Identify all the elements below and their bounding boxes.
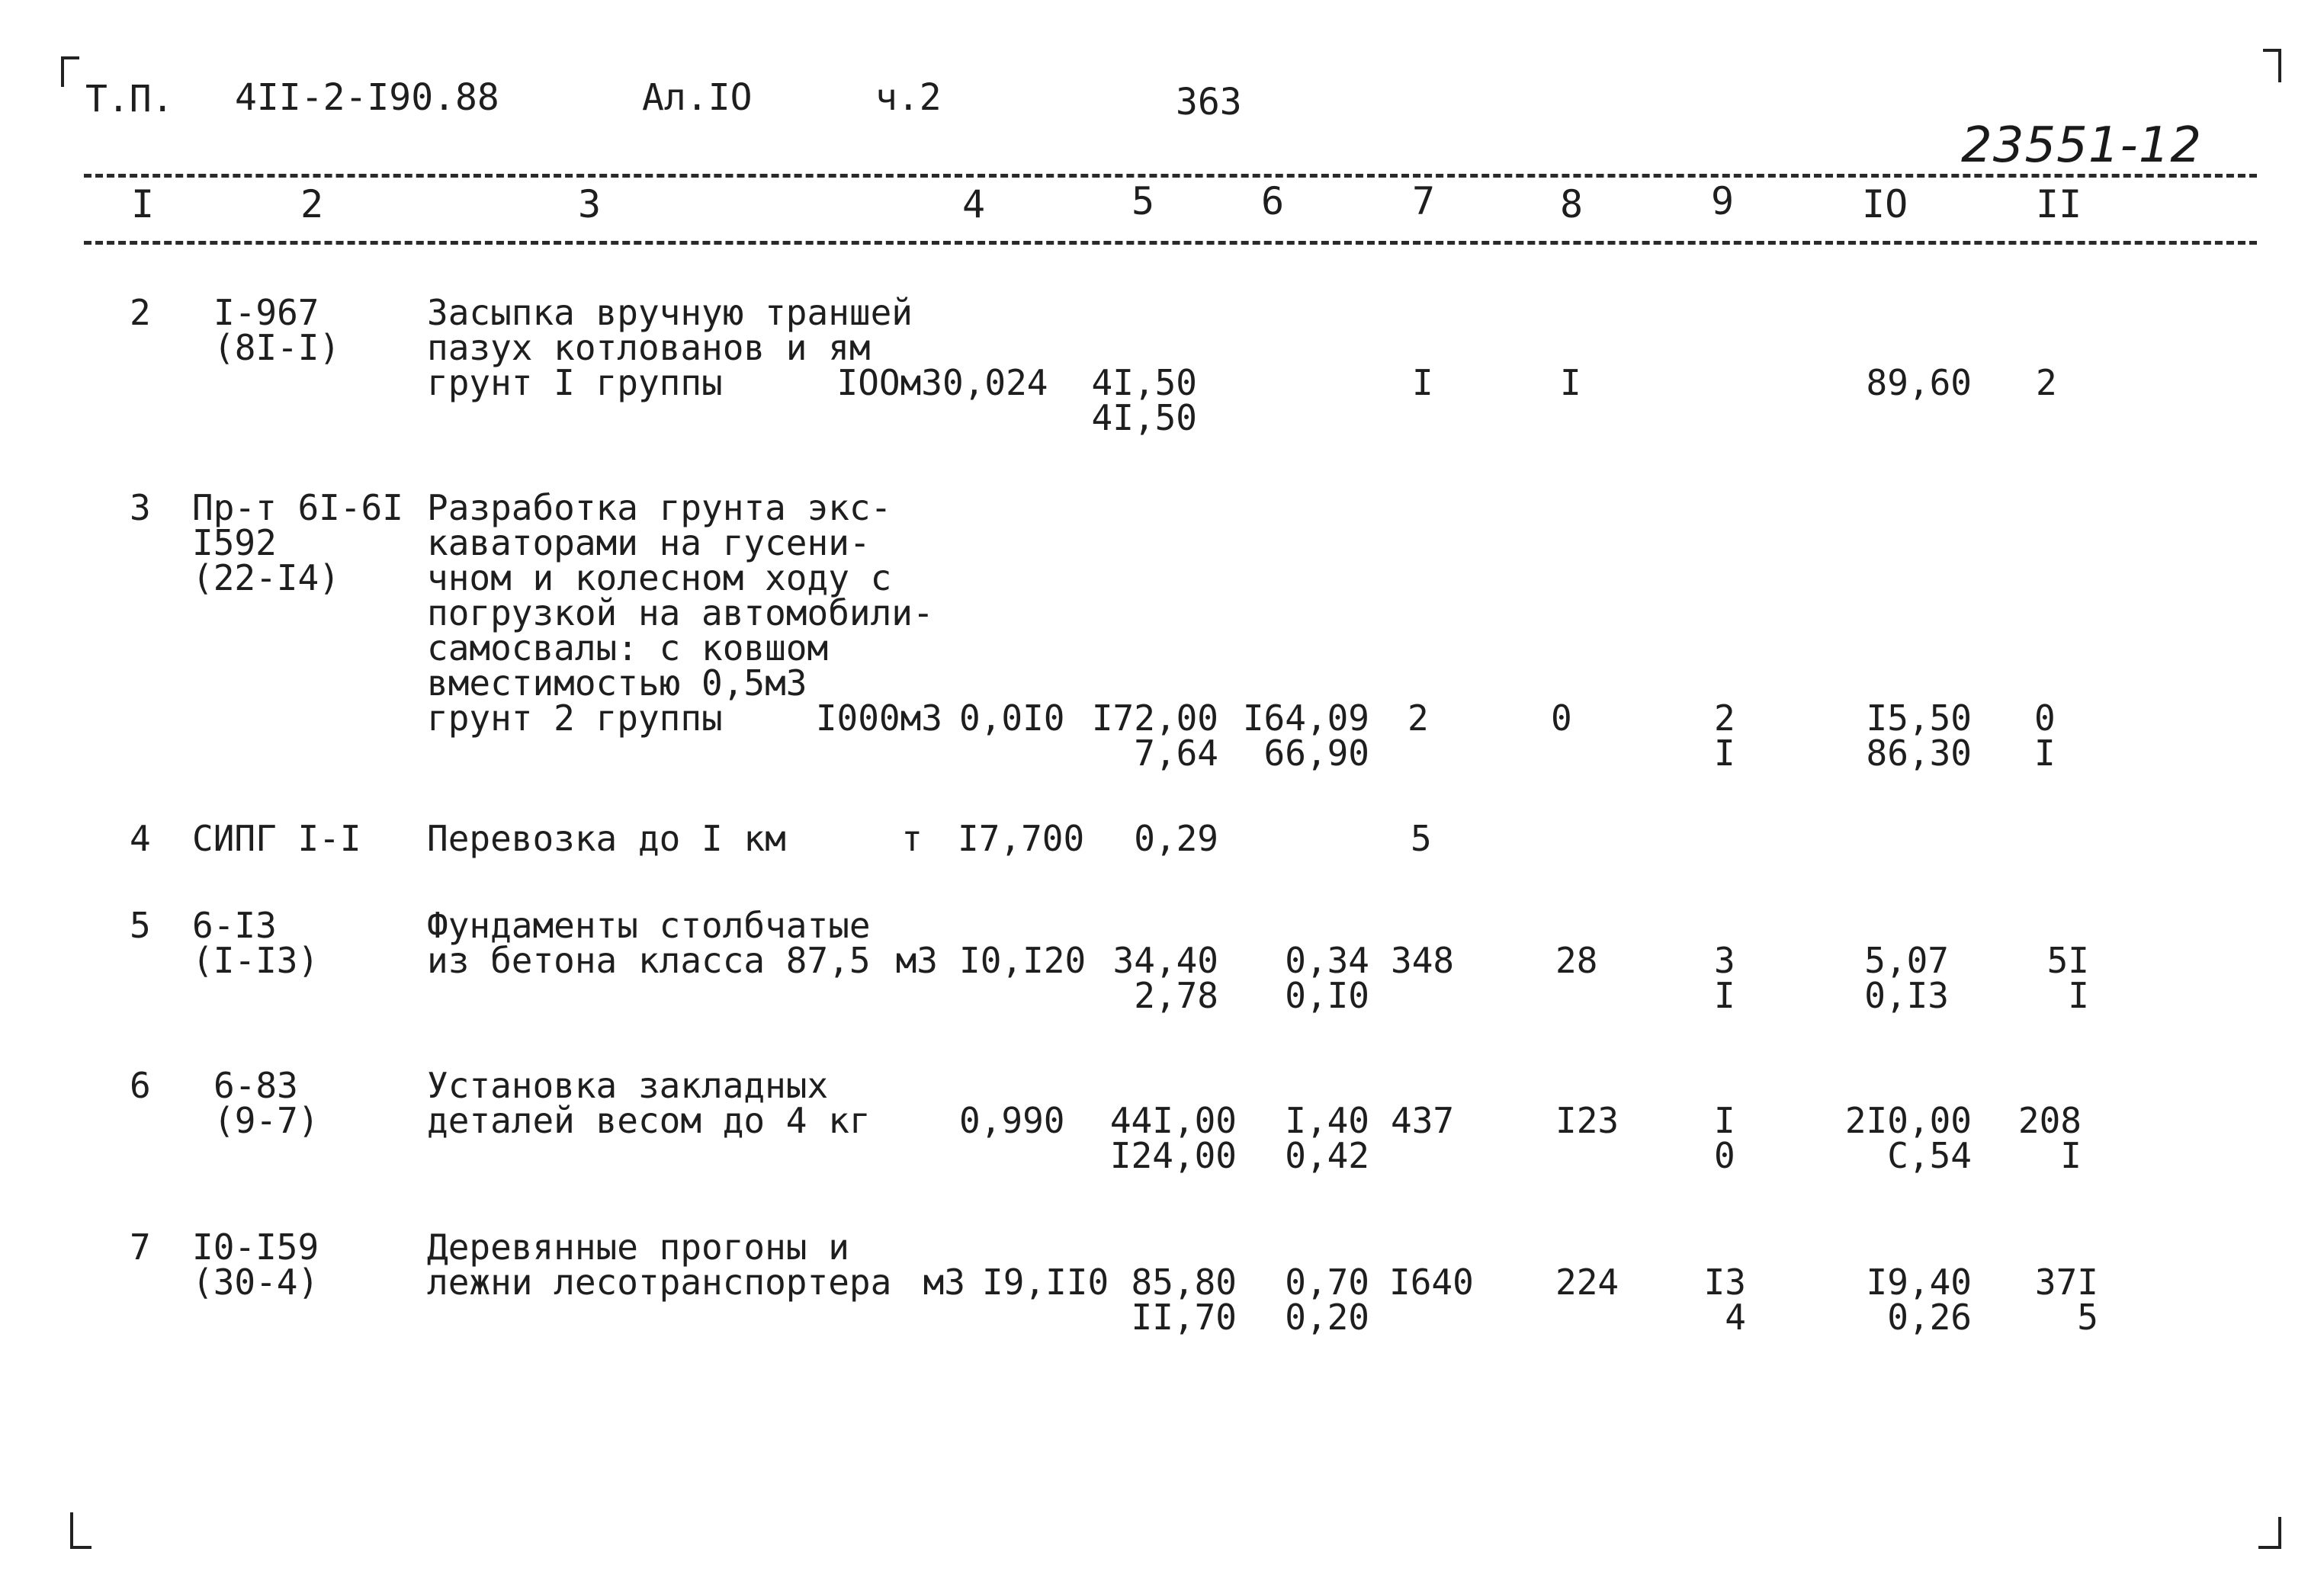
row-quantity: I9,II0	[982, 1262, 1109, 1303]
row-unit: м3	[895, 940, 938, 981]
row-number: 4	[130, 818, 151, 859]
cell-col5: 85,80	[1131, 1262, 1237, 1303]
row-code: Пр-т 6I-6I	[192, 487, 403, 528]
row-code: (8I-I)	[213, 327, 341, 368]
corner-mark-bottom-right	[2258, 1517, 2281, 1549]
cell-col10: 0,26	[1887, 1297, 1972, 1338]
row-description: Перевозка до I км	[427, 818, 786, 859]
row-unit: IOOм3	[836, 362, 942, 403]
row-description: чном и колесном ходу с	[427, 557, 892, 598]
cell-col5: I24,00	[1109, 1135, 1237, 1176]
cell-col7: 348	[1391, 940, 1455, 981]
corner-mark-top-left	[61, 56, 79, 87]
row-description: из бетона класса 87,5	[427, 940, 871, 981]
cell-col7: 437	[1391, 1100, 1455, 1141]
row-code: (I-I3)	[192, 940, 319, 981]
row-number: 6	[130, 1065, 151, 1106]
row-description: Засыпка вручную траншей	[427, 292, 913, 333]
row-code: I0-I59	[192, 1226, 319, 1268]
row-description: погрузкой на автомобили-	[427, 592, 934, 633]
row-unit: м3	[923, 1262, 965, 1303]
cell-col7: 5	[1411, 818, 1432, 859]
cell-col5: 4I,50	[1091, 362, 1197, 403]
cell-col6: I,40	[1285, 1100, 1369, 1141]
cell-col8: I23	[1555, 1100, 1619, 1141]
cell-col10: 86,30	[1866, 733, 1972, 774]
row-code: СИПГ I-I	[192, 818, 361, 859]
row-code: (22-I4)	[192, 557, 340, 598]
cell-col10: 2I0,00	[1844, 1100, 1972, 1141]
cell-col5: 0,29	[1134, 818, 1218, 859]
row-description: грунт 2 группы	[427, 697, 723, 739]
cell-col6: 0,34	[1285, 940, 1369, 981]
row-code: I-967	[213, 292, 319, 333]
rule-under-header	[84, 241, 2257, 245]
cell-col10: 0,I3	[1864, 975, 1949, 1016]
col-header-1: I	[131, 182, 155, 226]
cell-col5: II,70	[1131, 1297, 1237, 1338]
row-description: каваторами на гусени-	[427, 522, 871, 563]
cell-col5: 44I,00	[1109, 1100, 1237, 1141]
row-code: (30-4)	[192, 1262, 319, 1303]
header-code: 4II-2-I90.88	[235, 76, 499, 119]
cell-col11: 2	[2036, 362, 2057, 403]
row-unit: т	[901, 818, 923, 859]
row-description: Деревянные прогоны и	[427, 1226, 849, 1268]
row-code: I592	[192, 522, 277, 563]
header-page-number: 363	[1176, 81, 1242, 123]
cell-col5: 7,64	[1134, 733, 1218, 774]
cell-col10: 89,60	[1866, 362, 1972, 403]
row-quantity: 0,024	[942, 362, 1048, 403]
row-quantity: I7,700	[958, 818, 1085, 859]
row-quantity: 0,0I0	[959, 697, 1065, 739]
cell-col10: I5,50	[1866, 697, 1972, 739]
col-header-3: 3	[578, 182, 602, 226]
col-header-7: 7	[1412, 179, 1436, 223]
header-tp: Т.П.	[85, 78, 174, 120]
cell-col8: I	[1560, 362, 1581, 403]
row-description: вместимостью 0,5м3	[427, 662, 807, 704]
header-part: ч.2	[875, 76, 942, 119]
cell-col10: I9,40	[1866, 1262, 1972, 1303]
row-description: Установка закладных	[427, 1065, 829, 1106]
cell-col11: 5I	[2046, 940, 2089, 981]
rule-top	[84, 174, 2257, 178]
cell-col9: I	[1714, 1100, 1735, 1141]
row-number: 3	[130, 487, 151, 528]
row-quantity: I0,I20	[959, 940, 1087, 981]
cell-col11: 37I	[2034, 1262, 2098, 1303]
cell-col9: I	[1714, 733, 1735, 774]
row-code: (9-7)	[213, 1100, 319, 1141]
row-number: 7	[130, 1226, 151, 1268]
cell-col11: 0	[2034, 697, 2056, 739]
cell-col10: 5,07	[1864, 940, 1949, 981]
cell-col9: 2	[1714, 697, 1735, 739]
cell-col5: I72,00	[1091, 697, 1218, 739]
row-description: лежни лесотранспортера	[427, 1262, 892, 1303]
cell-col10: C,54	[1887, 1135, 1972, 1176]
cell-col11: 5	[2077, 1297, 2098, 1338]
row-code: 6-83	[213, 1065, 298, 1106]
col-header-5: 5	[1132, 179, 1155, 223]
row-description: самосвалы: с ковшом	[427, 627, 829, 669]
col-header-6: 6	[1261, 179, 1285, 223]
cell-col11: I	[2034, 733, 2056, 774]
cell-col5: 2,78	[1134, 975, 1218, 1016]
col-header-10: IO	[1862, 182, 1908, 226]
cell-col9: 3	[1714, 940, 1735, 981]
row-description: пазух котлованов и ям	[427, 327, 871, 368]
cell-col5: 34,40	[1112, 940, 1218, 981]
corner-mark-top-right	[2263, 49, 2281, 82]
col-header-4: 4	[962, 182, 986, 226]
row-unit: I000м3	[815, 697, 942, 739]
cell-col9: 0	[1714, 1135, 1735, 1176]
cell-col7: I640	[1389, 1262, 1474, 1303]
cell-col7: 2	[1408, 697, 1429, 739]
row-number: 5	[130, 905, 151, 946]
row-quantity: 0,990	[959, 1100, 1065, 1141]
cell-col11: I	[2060, 1135, 2082, 1176]
corner-mark-bottom-left	[70, 1512, 91, 1549]
row-description: Разработка грунта экс-	[427, 487, 892, 528]
cell-col6: 66,90	[1263, 733, 1369, 774]
header-album: Ал.IO	[642, 76, 753, 119]
cell-col8: 224	[1555, 1262, 1619, 1303]
col-header-11: II	[2036, 182, 2082, 226]
cell-col6: 0,70	[1285, 1262, 1369, 1303]
handwritten-registration-number: 23551-12	[1961, 117, 2203, 174]
cell-col8: 0	[1551, 697, 1572, 739]
cell-col6: 0,I0	[1285, 975, 1369, 1016]
cell-col11: I	[2068, 975, 2089, 1016]
cell-col9: I3	[1703, 1262, 1746, 1303]
cell-col8: 28	[1555, 940, 1598, 981]
col-header-8: 8	[1560, 182, 1584, 226]
row-number: 2	[130, 292, 151, 333]
row-description: грунт I группы	[427, 362, 723, 403]
cell-col9: I	[1714, 975, 1735, 1016]
cell-col5: 4I,50	[1091, 397, 1197, 438]
cell-col7: I	[1412, 362, 1433, 403]
col-header-2: 2	[300, 182, 324, 226]
col-header-9: 9	[1711, 179, 1735, 223]
cell-col9: 4	[1725, 1297, 1746, 1338]
cell-col6: 0,42	[1285, 1135, 1369, 1176]
row-code: 6-I3	[192, 905, 277, 946]
cell-col11: 208	[2017, 1100, 2082, 1141]
cell-col6: I64,09	[1242, 697, 1369, 739]
row-description: Фундаменты столбчатые	[427, 905, 871, 946]
row-description: деталей весом до 4 кг	[427, 1100, 871, 1141]
cell-col6: 0,20	[1285, 1297, 1369, 1338]
